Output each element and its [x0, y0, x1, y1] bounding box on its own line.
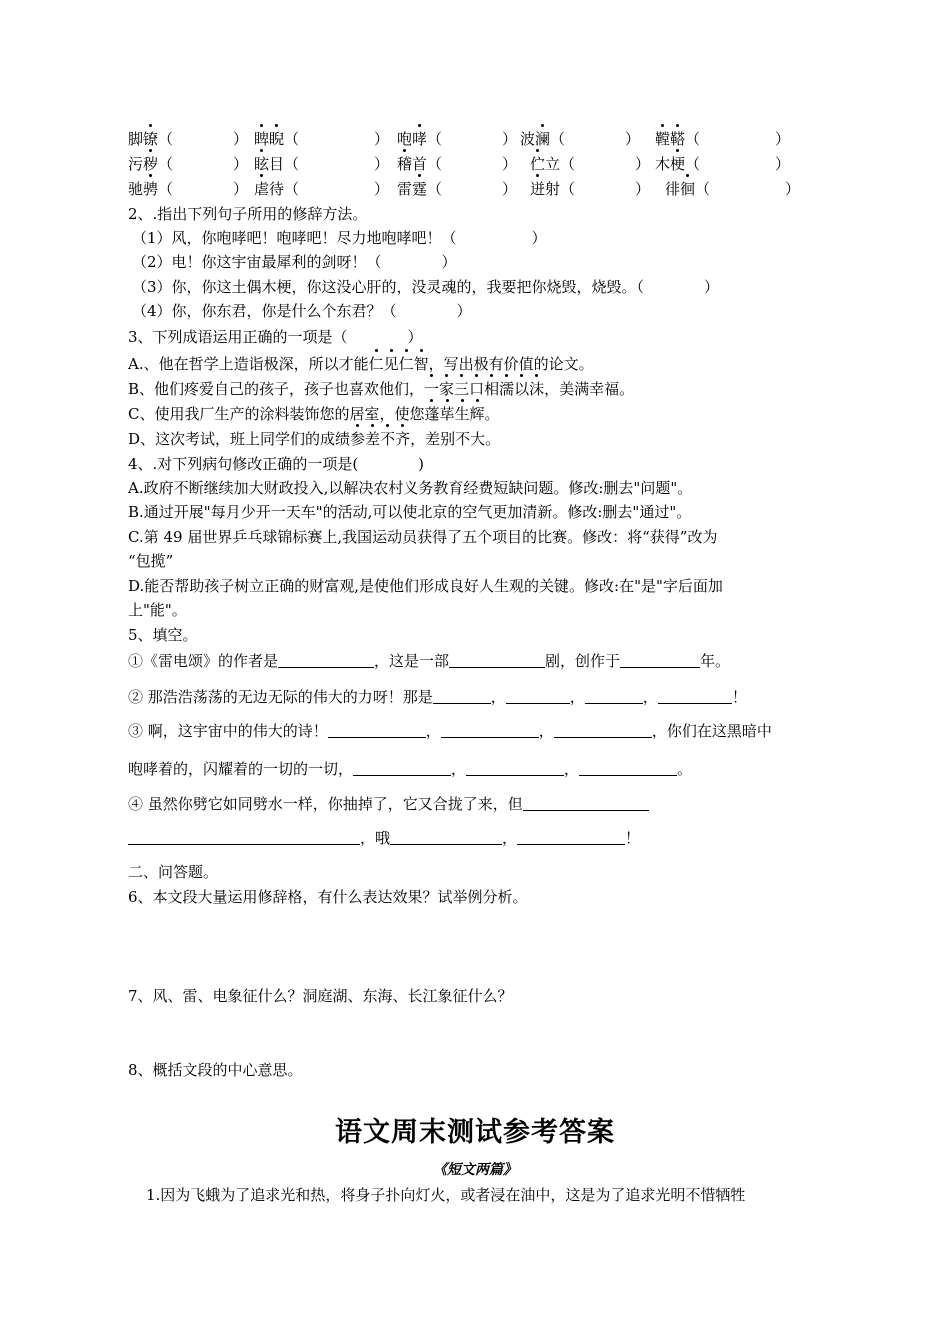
q3-option-b: B、他们疼爱自己的孩子，孩子也喜欢他们，一家三口相濡以沫，美满幸福。	[128, 377, 634, 401]
q2-sentence-4: （4）你，你东君，你是什么个东君？（ ）	[132, 302, 472, 320]
vocab-item: 波澜（ ）	[520, 127, 640, 151]
blank-field[interactable]	[466, 760, 564, 776]
q4-option-d-line1: D.能否帮助孩子树立正确的财富观,是使他们形成良好人生观的关键。修改:在"是"字后面加	[128, 577, 723, 595]
blank-field[interactable]	[523, 795, 649, 811]
blank-field[interactable]	[328, 722, 426, 738]
vocab-item: 雷霆（ ）	[397, 177, 517, 201]
vocab-item: 咆哮（ ）	[397, 127, 517, 151]
q5-line-3: ③ 啊，这宇宙中的伟大的诗！ ， ， ，你们在这黑暗中	[128, 722, 772, 740]
blank-field[interactable]	[449, 652, 545, 668]
question-8: 8、概括文段的中心意思。	[128, 1061, 303, 1079]
blank-field[interactable]	[441, 722, 539, 738]
q3-option-a: A.、他在哲学上造诣极深，所以才能仁见仁智，写出极有价值的论文。	[128, 352, 594, 376]
blank-field[interactable]	[506, 688, 570, 704]
vocab-item: 污秽（ ）	[128, 152, 248, 176]
blank-field[interactable]	[658, 688, 732, 704]
vocab-item: 木梗（ ）	[655, 152, 790, 176]
vocab-item: 驰骋（ ）	[128, 177, 248, 201]
vocab-item: 徘徊（ ）	[665, 177, 800, 201]
answer-item-1: 1.因为飞蛾为了追求光和热，将身子扑向灯火，或者浸在油中，这是为了追求光明不惜牺牲	[146, 1186, 746, 1204]
q4-option-d-line2: 上"能"。	[128, 601, 187, 619]
blank-field[interactable]	[620, 652, 700, 668]
q5-line-5: ④ 虽然你劈它如同劈水一样，你抽掉了，它又合拢了来，但	[128, 792, 649, 816]
answer-title: 语文周末测试参考答案	[335, 1117, 615, 1148]
q5-line-2: ② 那浩浩荡荡的无边无际的伟大的力呀！那是 ， ， ， ！	[128, 688, 747, 706]
question-6: 6、本文段大量运用修辞格，有什么表达效果？试举例分析。	[128, 888, 528, 906]
q5-line-1: ①《雷电颂》的作者是 ，这是一部 剧，创作于 年。	[128, 652, 731, 670]
q2-sentence-2: （2）电！你这宇宙最犀利的剑呀！（ ）	[132, 253, 457, 271]
q3-stem: 3、下列成语运用正确的一项是（ ）	[128, 328, 423, 346]
vocab-item: 睥睨（ ）	[254, 127, 389, 151]
blank-field[interactable]	[433, 688, 491, 704]
section-heading: 二、问答题。	[128, 863, 219, 881]
q5-line-6: ，哦 ， ！	[128, 826, 640, 850]
q4-option-b: B.通过开展"每月少开一天车"的活动,可以使北京的空气更加清新。修改:删去"通过"。	[128, 503, 692, 521]
q5-stem: 5、填空。	[128, 626, 198, 644]
blank-field[interactable]	[128, 829, 360, 845]
blank-field[interactable]	[390, 829, 502, 845]
q5-line-4: 咆哮着的，闪耀着的一切的一切， ， ， 。	[128, 760, 693, 778]
blank-field[interactable]	[353, 760, 451, 776]
blank-field[interactable]	[579, 760, 677, 776]
q4-option-c-line2: “包揽”	[128, 552, 174, 570]
vocab-item: 迸射（ ）	[530, 177, 650, 201]
q3-option-c: C、使用我厂生产的涂料装饰您的居室，使您蓬荜生辉。	[128, 402, 500, 426]
answer-subtitle: 《短文两篇》	[433, 1162, 517, 1178]
q4-option-c-line1: C.第 49 届世界乒乓球锦标赛上,我国运动员获得了五个项目的比赛。修改：将“获得”改为	[128, 528, 718, 546]
vocab-item: 稽首（ ）	[397, 152, 517, 176]
vocab-item: 伫立（ ）	[530, 152, 650, 176]
q2-stem: 2、.指出下列句子所用的修辞方法。	[128, 205, 368, 223]
vocab-item: 脚镣（ ）	[128, 127, 248, 151]
blank-field[interactable]	[585, 688, 643, 704]
blank-field[interactable]	[278, 652, 374, 668]
q4-stem: 4、.对下列病句修改正确的一项是( )	[128, 455, 425, 473]
question-7: 7、风、雷、电象征什么？洞庭湖、东海、长江象征什么？	[128, 987, 513, 1005]
blank-field[interactable]	[517, 829, 625, 845]
vocab-item: 鞺鞳（ ）	[655, 127, 790, 151]
blank-field[interactable]	[554, 722, 652, 738]
vocab-item: 眩目（ ）	[254, 152, 389, 176]
q3-option-d: D、这次考试，班上同学们的成绩参差不齐，差别不大。	[128, 427, 500, 451]
q2-sentence-1: （1）风，你咆哮吧！咆哮吧！尽力地咆哮吧！（ ）	[132, 229, 547, 247]
q4-option-a: A.政府不断继续加大财政投入,以解决农村义务教育经费短缺问题。修改:删去"问题"。	[128, 479, 693, 497]
q2-sentence-3: （3）你，你这土偶木梗，你这没心肝的，没灵魂的，我要把你烧毁，烧毁。（ ）	[132, 278, 720, 296]
vocab-item: 虐待（ ）	[254, 177, 389, 201]
